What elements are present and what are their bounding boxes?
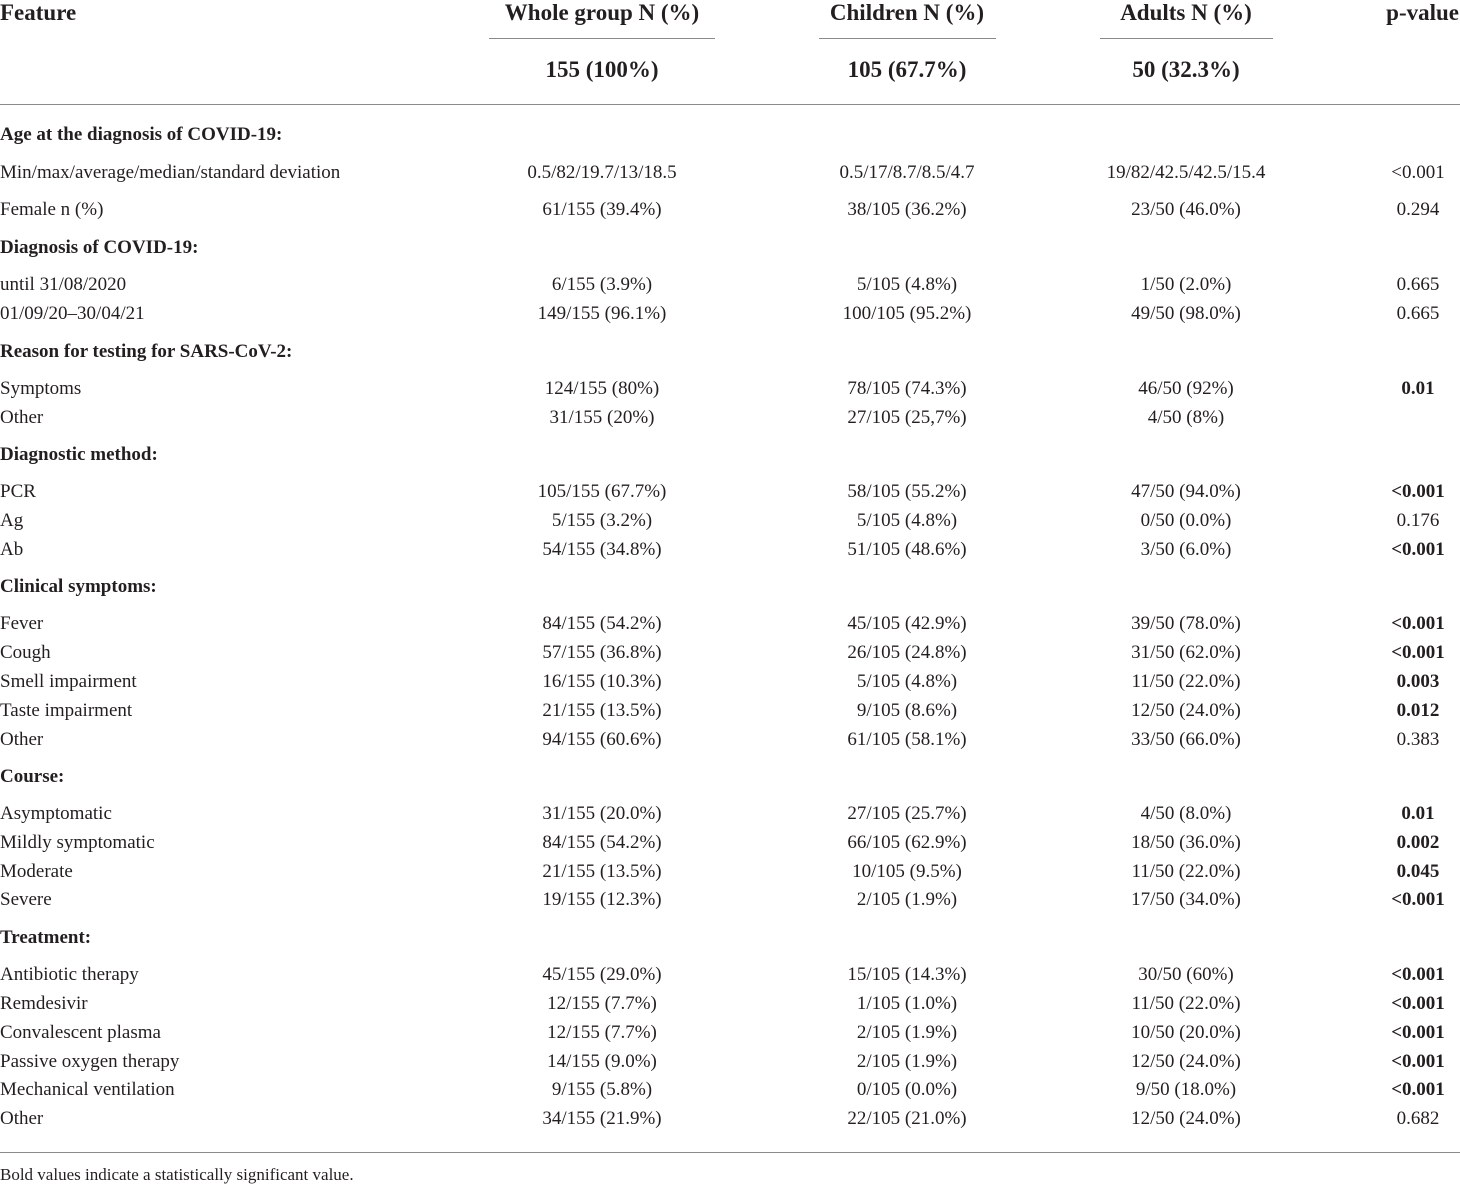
cell-p-value: <0.001 (1391, 1051, 1445, 1072)
table-row (0, 162, 1460, 184)
row-label: Remdesivir (0, 993, 88, 1014)
row-label: PCR (0, 481, 36, 502)
cell-whole-group: 14/155 (9.0%) (547, 1051, 657, 1072)
cell-adults: 0/50 (0.0%) (1140, 510, 1232, 531)
table-row (0, 729, 1460, 751)
header-children: Children N (%) (829, 0, 985, 25)
total-adults: 50 (32.3%) (1132, 57, 1240, 82)
cell-whole-group: 31/155 (20.0%) (542, 803, 662, 824)
row-label: Moderate (0, 861, 73, 882)
cell-adults: 39/50 (78.0%) (1131, 613, 1241, 634)
row-label: Severe (0, 889, 52, 910)
cell-children: 38/105 (36.2%) (847, 199, 967, 220)
cell-children: 9/105 (8.6%) (856, 700, 958, 721)
table-row (0, 832, 1460, 854)
section-row (0, 124, 1460, 146)
cell-whole-group: 61/155 (39.4%) (542, 199, 662, 220)
cell-adults: 12/50 (24.0%) (1131, 1051, 1241, 1072)
cell-adults: 11/50 (22.0%) (1131, 993, 1241, 1014)
table-row (0, 510, 1460, 532)
cell-adults: 18/50 (36.0%) (1131, 832, 1241, 853)
row-label: Min/max/average/median/standard deviation (0, 162, 341, 183)
row-label: Smell impairment (0, 671, 137, 692)
row-label: until 31/08/2020 (0, 274, 127, 295)
cell-whole-group: 0.5/82/19.7/13/18.5 (527, 162, 677, 183)
cell-p-value: <0.001 (1391, 539, 1445, 560)
cell-p-value: 0.294 (1396, 199, 1440, 220)
cell-whole-group: 12/155 (7.7%) (547, 1022, 657, 1043)
cell-p-value: 0.682 (1396, 1108, 1440, 1129)
cell-children: 22/105 (21.0%) (847, 1108, 967, 1129)
table-row (0, 671, 1460, 693)
cell-adults: 3/50 (6.0%) (1140, 539, 1232, 560)
row-label: Other (0, 729, 44, 750)
table-row (0, 993, 1460, 1015)
cell-adults: 19/82/42.5/42.5/15.4 (1106, 162, 1266, 183)
cell-whole-group: 19/155 (12.3%) (542, 889, 662, 910)
table-row (0, 481, 1460, 503)
row-label: Symptoms (0, 378, 82, 399)
cell-children: 15/105 (14.3%) (847, 964, 967, 985)
cell-children: 0.5/17/8.7/8.5/4.7 (839, 162, 975, 183)
cell-adults: 11/50 (22.0%) (1131, 671, 1241, 692)
cell-children: 2/105 (1.9%) (856, 1022, 958, 1043)
cell-adults: 4/50 (8%) (1147, 407, 1225, 428)
cell-children: 78/105 (74.3%) (847, 378, 967, 399)
cell-whole-group: 16/155 (10.3%) (542, 671, 662, 692)
row-label: Asymptomatic (0, 803, 112, 824)
cell-adults: 10/50 (20.0%) (1131, 1022, 1241, 1043)
total-whole-group: 155 (100%) (545, 57, 659, 82)
cell-children: 100/105 (95.2%) (842, 303, 972, 324)
cell-whole-group: 54/155 (34.8%) (542, 539, 662, 560)
section-label: Age at the diagnosis of COVID-19: (0, 124, 283, 145)
row-label: Cough (0, 642, 51, 663)
table-row (0, 1108, 1460, 1130)
table-row (0, 407, 1460, 429)
row-label: Other (0, 1108, 44, 1129)
cell-adults: 1/50 (2.0%) (1140, 274, 1232, 295)
bottom-rule (0, 1152, 1460, 1153)
cell-whole-group: 124/155 (80%) (544, 378, 660, 399)
cell-adults: 4/50 (8.0%) (1140, 803, 1232, 824)
cell-children: 5/105 (4.8%) (856, 274, 958, 295)
row-label: Fever (0, 613, 44, 634)
cell-p-value: <0.001 (1391, 613, 1445, 634)
row-label: Ag (0, 510, 24, 531)
cell-children: 27/105 (25.7%) (847, 803, 967, 824)
cell-whole-group: 9/155 (5.8%) (551, 1079, 653, 1100)
table-row (0, 1079, 1460, 1101)
cell-adults: 33/50 (66.0%) (1131, 729, 1241, 750)
header-feature: Feature (0, 0, 77, 25)
header-underline-children (819, 38, 996, 39)
cell-p-value: <0.001 (1391, 964, 1445, 985)
row-label: Other (0, 407, 44, 428)
cell-whole-group: 94/155 (60.6%) (542, 729, 662, 750)
cell-p-value: <0.001 (1391, 889, 1445, 910)
table-row (0, 700, 1460, 722)
header-underline-adults (1100, 38, 1273, 39)
section-row (0, 576, 1460, 598)
table-row (0, 199, 1460, 221)
cell-p-value: 0.012 (1396, 700, 1440, 721)
row-label: Mechanical ventilation (0, 1079, 175, 1100)
row-label: 01/09/20–30/04/21 (0, 303, 145, 324)
table-row (0, 274, 1460, 296)
cell-whole-group: 34/155 (21.9%) (542, 1108, 662, 1129)
cell-p-value: <0.001 (1391, 162, 1445, 183)
cell-whole-group: 84/155 (54.2%) (542, 613, 662, 634)
header-rule (0, 104, 1460, 105)
section-row (0, 341, 1460, 363)
table-row (0, 613, 1460, 635)
cell-children: 61/105 (58.1%) (847, 729, 967, 750)
cell-children: 1/105 (1.0%) (856, 993, 958, 1014)
cell-adults: 49/50 (98.0%) (1131, 303, 1241, 324)
cell-p-value: 0.01 (1401, 378, 1435, 399)
header-p-value: p-value (1386, 0, 1459, 25)
cell-adults: 9/50 (18.0%) (1135, 1079, 1237, 1100)
row-label: Ab (0, 539, 24, 560)
section-label: Reason for testing for SARS-CoV-2: (0, 341, 293, 362)
table-row (0, 642, 1460, 664)
table-row (0, 964, 1460, 986)
cell-children: 5/105 (4.8%) (856, 510, 958, 531)
cell-adults: 23/50 (46.0%) (1131, 199, 1241, 220)
cell-children: 0/105 (0.0%) (856, 1079, 958, 1100)
row-label: Female n (%) (0, 199, 104, 220)
cell-adults: 30/50 (60%) (1138, 964, 1234, 985)
row-label: Convalescent plasma (0, 1022, 161, 1043)
cell-p-value: 0.01 (1401, 803, 1435, 824)
cell-adults: 31/50 (62.0%) (1131, 642, 1241, 663)
section-label: Clinical symptoms: (0, 576, 157, 597)
cell-adults: 46/50 (92%) (1138, 378, 1234, 399)
cell-children: 5/105 (4.8%) (856, 671, 958, 692)
cell-adults: 17/50 (34.0%) (1131, 889, 1241, 910)
cell-p-value: <0.001 (1391, 642, 1445, 663)
table-row (0, 1051, 1460, 1073)
section-row (0, 237, 1460, 259)
cell-p-value: 0.665 (1396, 303, 1440, 324)
cell-children: 2/105 (1.9%) (856, 889, 958, 910)
section-row (0, 927, 1460, 949)
section-label: Diagnosis of COVID-19: (0, 237, 199, 258)
cell-whole-group: 21/155 (13.5%) (542, 700, 662, 721)
cell-adults: 12/50 (24.0%) (1131, 700, 1241, 721)
cell-p-value: <0.001 (1391, 993, 1445, 1014)
table-row (0, 803, 1460, 825)
cell-children: 2/105 (1.9%) (856, 1051, 958, 1072)
table-row (0, 303, 1460, 325)
cell-p-value: <0.001 (1391, 1022, 1445, 1043)
cell-whole-group: 105/155 (67.7%) (537, 481, 667, 502)
total-children: 105 (67.7%) (847, 57, 967, 82)
table-row (0, 378, 1460, 400)
cell-whole-group: 21/155 (13.5%) (542, 861, 662, 882)
cell-children: 10/105 (9.5%) (852, 861, 962, 882)
cell-children: 66/105 (62.9%) (847, 832, 967, 853)
cell-children: 51/105 (48.6%) (847, 539, 967, 560)
cell-children: 26/105 (24.8%) (847, 642, 967, 663)
row-label: Taste impairment (0, 700, 133, 721)
cell-adults: 47/50 (94.0%) (1131, 481, 1241, 502)
table-row (0, 861, 1460, 883)
cell-children: 58/105 (55.2%) (847, 481, 967, 502)
header-underline-whole (489, 38, 715, 39)
row-label: Passive oxygen therapy (0, 1051, 180, 1072)
cell-whole-group: 31/155 (20%) (549, 407, 655, 428)
table-row (0, 1022, 1460, 1044)
header-adults: Adults N (%) (1120, 0, 1252, 25)
cell-whole-group: 45/155 (29.0%) (542, 964, 662, 985)
cell-p-value: 0.002 (1396, 832, 1440, 853)
row-label: Antibiotic therapy (0, 964, 139, 985)
cell-children: 45/105 (42.9%) (847, 613, 967, 634)
cell-children: 27/105 (25,7%) (847, 407, 967, 428)
cell-p-value: 0.383 (1396, 729, 1440, 750)
section-label: Course: (0, 766, 65, 787)
cell-whole-group: 84/155 (54.2%) (542, 832, 662, 853)
section-row (0, 444, 1460, 466)
cell-whole-group: 5/155 (3.2%) (551, 510, 653, 531)
cell-adults: 11/50 (22.0%) (1131, 861, 1241, 882)
cell-whole-group: 6/155 (3.9%) (551, 274, 653, 295)
table-row (0, 889, 1460, 911)
section-label: Treatment: (0, 927, 92, 948)
cell-p-value: 0.176 (1396, 510, 1440, 531)
table-footnote: Bold values indicate a statistically significant value. (0, 1165, 354, 1184)
cell-p-value: 0.045 (1396, 861, 1440, 882)
header-whole-group: Whole group N (%) (504, 0, 700, 25)
row-label: Mildly symptomatic (0, 832, 155, 853)
cell-adults: 12/50 (24.0%) (1131, 1108, 1241, 1129)
cell-p-value: 0.665 (1396, 274, 1440, 295)
section-label: Diagnostic method: (0, 444, 158, 465)
cell-p-value: <0.001 (1391, 1079, 1445, 1100)
cell-p-value: <0.001 (1391, 481, 1445, 502)
cell-p-value: 0.003 (1396, 671, 1440, 692)
cell-whole-group: 57/155 (36.8%) (542, 642, 662, 663)
cell-whole-group: 149/155 (96.1%) (537, 303, 667, 324)
section-row (0, 766, 1460, 788)
cell-whole-group: 12/155 (7.7%) (547, 993, 657, 1014)
table-row (0, 539, 1460, 561)
